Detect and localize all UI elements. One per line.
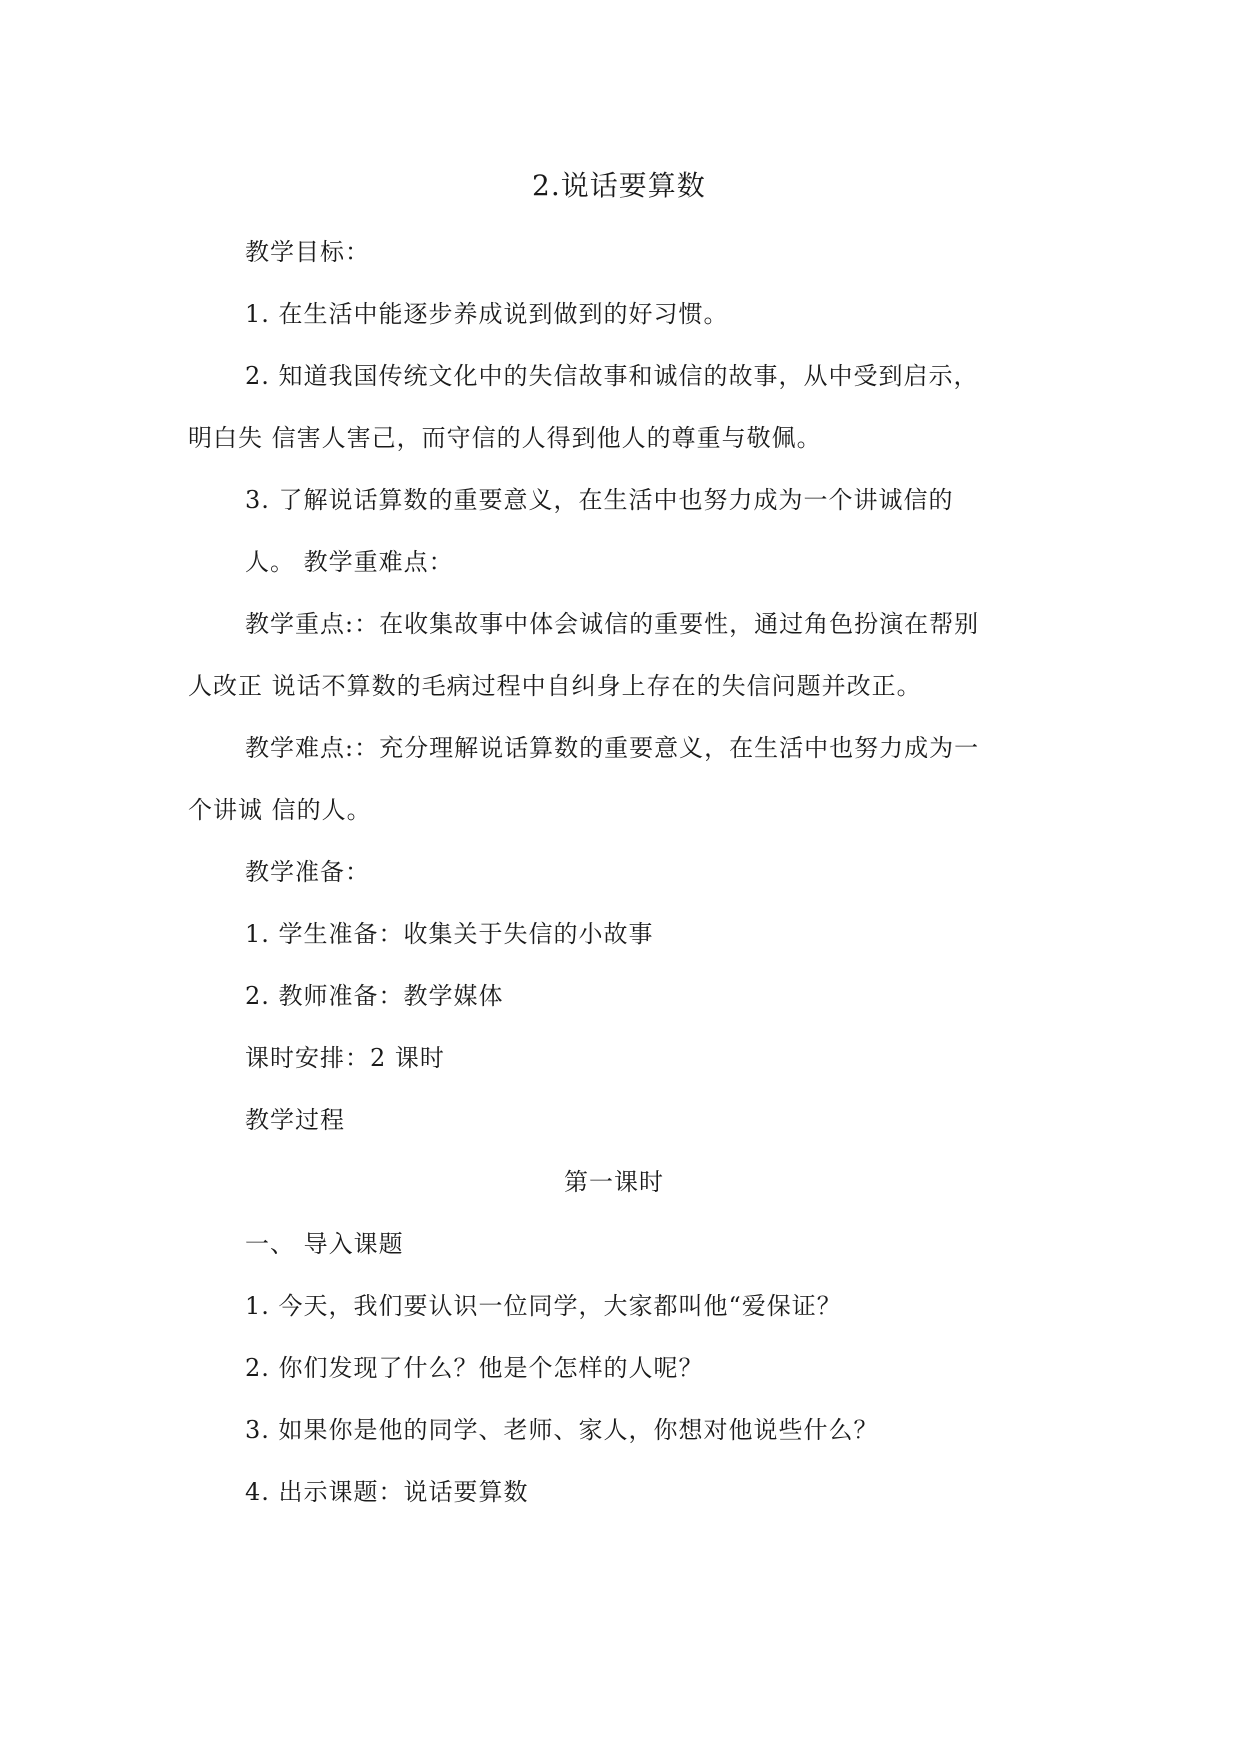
preparation-heading: 教学准备：: [245, 858, 370, 886]
document-title: 2.说话要算数: [532, 169, 706, 202]
preparation-item-1: 1. 学生准备：收集关于失信的小故事: [245, 920, 654, 948]
key-point-paragraph-continued: 人改正 说话不算数的毛病过程中自纠身上存在的失信问题并改正。: [188, 672, 922, 700]
objectives-heading: 教学目标：: [245, 238, 370, 266]
schedule-line: 课时安排：2 课时: [245, 1044, 445, 1072]
objective-item-1: 1. 在生活中能逐步养成说到做到的好习惯。: [245, 300, 729, 328]
objective-item-2: 2. 知道我国传统文化中的失信故事和诚信的故事，从中受到启示，: [245, 362, 979, 390]
objective-item-3-continued: 人。 教学重难点：: [245, 548, 454, 576]
step-item-3: 3. 如果你是他的同学、老师、家人，你想对他说些什么？: [245, 1416, 879, 1444]
step-item-4: 4. 出示课题：说话要算数: [245, 1478, 529, 1506]
key-point-paragraph: 教学重点:：在收集故事中体会诚信的重要性，通过角色扮演在帮别: [245, 610, 980, 638]
difficulty-paragraph-continued: 个讲诚 信的人。: [188, 796, 372, 824]
lesson-heading: 第一课时: [564, 1168, 664, 1196]
step-item-1: 1. 今天，我们要认识一位同学，大家都叫他“爱保证？: [245, 1292, 842, 1320]
objective-item-3: 3. 了解说话算数的重要意义，在生活中也努力成为一个讲诚信的: [245, 486, 954, 514]
objective-item-2-continued: 明白失 信害人害己，而守信的人得到他人的尊重与敬佩。: [188, 424, 822, 452]
section-heading: 一、 导入课题: [245, 1230, 404, 1258]
difficulty-paragraph: 教学难点:：充分理解说话算数的重要意义，在生活中也努力成为一: [245, 734, 980, 762]
step-item-2: 2. 你们发现了什么？他是个怎样的人呢？: [245, 1354, 704, 1382]
preparation-item-2: 2. 教师准备：教学媒体: [245, 982, 504, 1010]
process-heading: 教学过程: [245, 1106, 345, 1134]
